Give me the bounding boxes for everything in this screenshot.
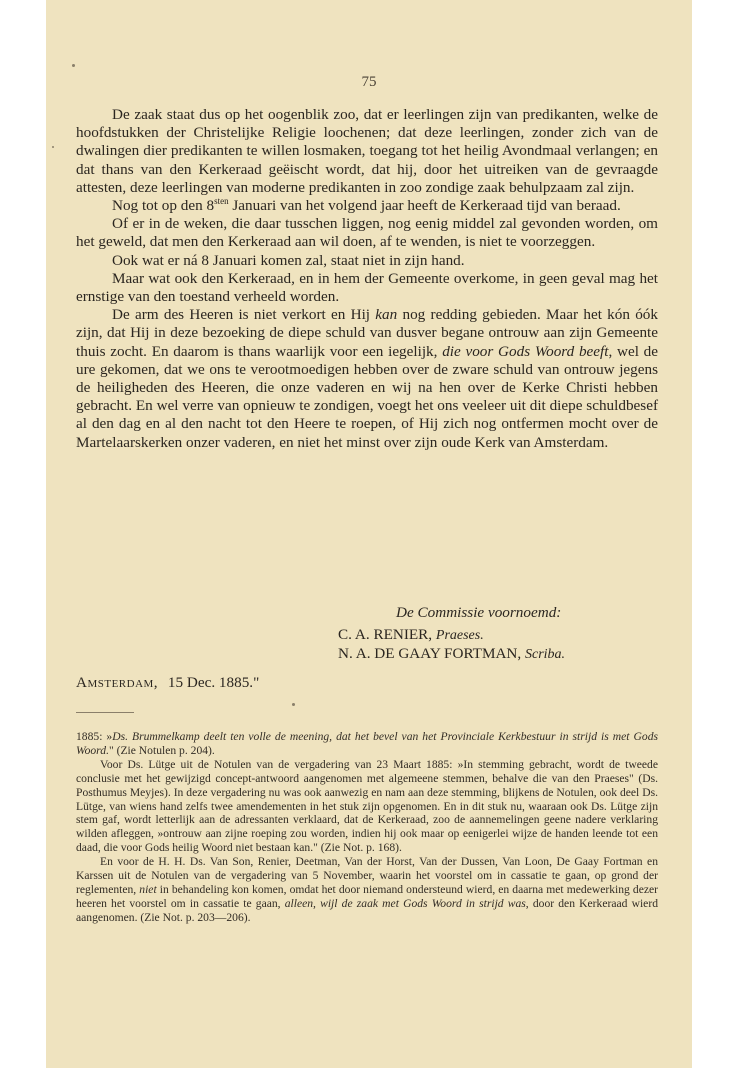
signatory-role: Praeses.	[435, 628, 484, 643]
footnote: Voor Ds. Lütge uit de Notulen van de vergadering van 23 Maart 1885: »In stemming gebracht, wordt de tweede conclusie met het gewijzigd concept-antwoord aangenomen met algemeene stemmen, behalve die van den Praeses" (Ds. Posthumus Meyjes). In deze vergadering nu was ook aanwezig en nam aan deze stemming, blijkens de Notulen, ook deel Ds. Lütge, van wiens hand zelfs twee amendementen in het stuk zijn opgenomen. En in dit stuk nu, waaraan ook Ds. Lütge zijn stem gaf, wordt letterlijk aan de adressanten verklaard, dat de Kerkeraad, zoo de aannemelingen geene nadere verklaring wilden afleggen, »ontrouw aan zijne roeping zou worden, indien hij ook maar op eenigerlei wijze de handen leende tot een daad, die voor Gods heilig Woord niet bestaan kan." (Zie Not. p. 168).	[76, 757, 658, 855]
scan-speck	[292, 703, 295, 706]
paragraph: Maar wat ook den Kerkeraad, en in hem der Gemeente overkome, in geen geval mag het ernstige van den toestand verheeld worden.	[76, 269, 658, 306]
scan-speck	[72, 64, 75, 67]
paragraph: Of er in de weken, die daar tusschen liggen, nog eenig middel zal gevonden worden, om het geweld, dat men den Kerkeraad aan wil doen, af te wenden, is niet te voorzeggen.	[76, 215, 658, 251]
signatory-name: N. A. DE GAAY FORTMAN,	[338, 645, 522, 662]
signatory-name: C. A. RENIER,	[338, 626, 433, 643]
signatory-scriba	[338, 645, 658, 664]
paragraph: Ook wat er ná 8 Januari komen zal, staat niet in zijn hand.	[112, 251, 465, 269]
signature-block	[76, 604, 658, 664]
signature-title: De Commissie voornoemd:	[396, 604, 562, 621]
place: Amsterdam,	[76, 674, 159, 691]
paragraph: De arm des Heeren is niet verkort en Hij kan nog redding gebieden. Maar het kón óók zijn, dat Hij in deze bezoeking de diepe schuld van dusver begane ontrouw aan zijn Gemeente thuis zocht. En daarom is thans waarlijk voor een iegelijk, die voor Gods Woord beeft, wel de ure gekomen, dat we ons te verootmoedigen hebben over de zware schuld van ontrouw jegens de heiligheden des Heeren, die onze vaderen en wij na hen over de Kerke Christi hebben gebracht. En wel verre van opnieuw te zondigen, voegt het ons veeleer uit dit diepe schuldbesef al den dag en al den nacht tot den Heere te roepen, of Hij zich nog ontfermen mocht over de Martelaarskerken onzer vaderen, en niet het minst over zijn oude Kerk van Amsterdam.	[76, 306, 659, 451]
place-date	[76, 674, 259, 692]
page-number: 75	[361, 74, 377, 90]
footnote-divider	[76, 712, 134, 713]
paragraph: De zaak staat dus op het oogenblik zoo, dat er leerlingen zijn van predikanten, welke de hoofdstukken der Christelijke Religie loochenen; dat deze leerlingen, zonder zich van de dwalingen dier predikanten te willen losmaken, toegang tot het heilig Avondmaal verlangen; en dat thans van den Kerkeraad geëischt wordt, dat hij, door het uitreiken van de gevraagde attesten, deze leerlingen van moderne predikanten in zoo zondige zaak behulpzaam zal zijn.	[76, 106, 658, 196]
footnote: 1885: »Ds. Brummelkamp deelt ten volle de meening, dat het bevel van het Provinciale Kerkbestuur in strijd is met Gods Woord." (Zie Notulen p. 204).	[76, 730, 658, 757]
signatory-praeses	[338, 626, 658, 645]
signatory-role: Scriba.	[524, 647, 566, 662]
footnotes	[76, 730, 658, 925]
paragraph: Nog tot op den $8^{sten}$ Januari van het volgend jaar heeft de Kerkeraad tijd van beraad.	[112, 195, 621, 215]
date: 15 Dec. 1885."	[167, 674, 260, 691]
footnote: En voor de H. H. Ds. Van Son, Renier, Deetman, Van der Horst, Van der Dussen, Van Loon, De Gaay Fortman en Karssen uit de Notulen van de vergadering van 5 November, waarin het voorstel om in cassatie te gaan, op grond der reglementen, niet in behandeling kon komen, omdat het door niemand ondersteund wierd, en daarna met medewerking dezer heeren het voorstel om in cassatie te gaan, alleen, wijl de zaak met Gods Woord in strijd was, door den Kerkeraad wierd aangenomen. (Zie Not. p. 203—206).	[76, 855, 658, 924]
scanned-page	[46, 0, 692, 1068]
scan-speck	[52, 146, 54, 148]
main-text	[76, 106, 658, 452]
